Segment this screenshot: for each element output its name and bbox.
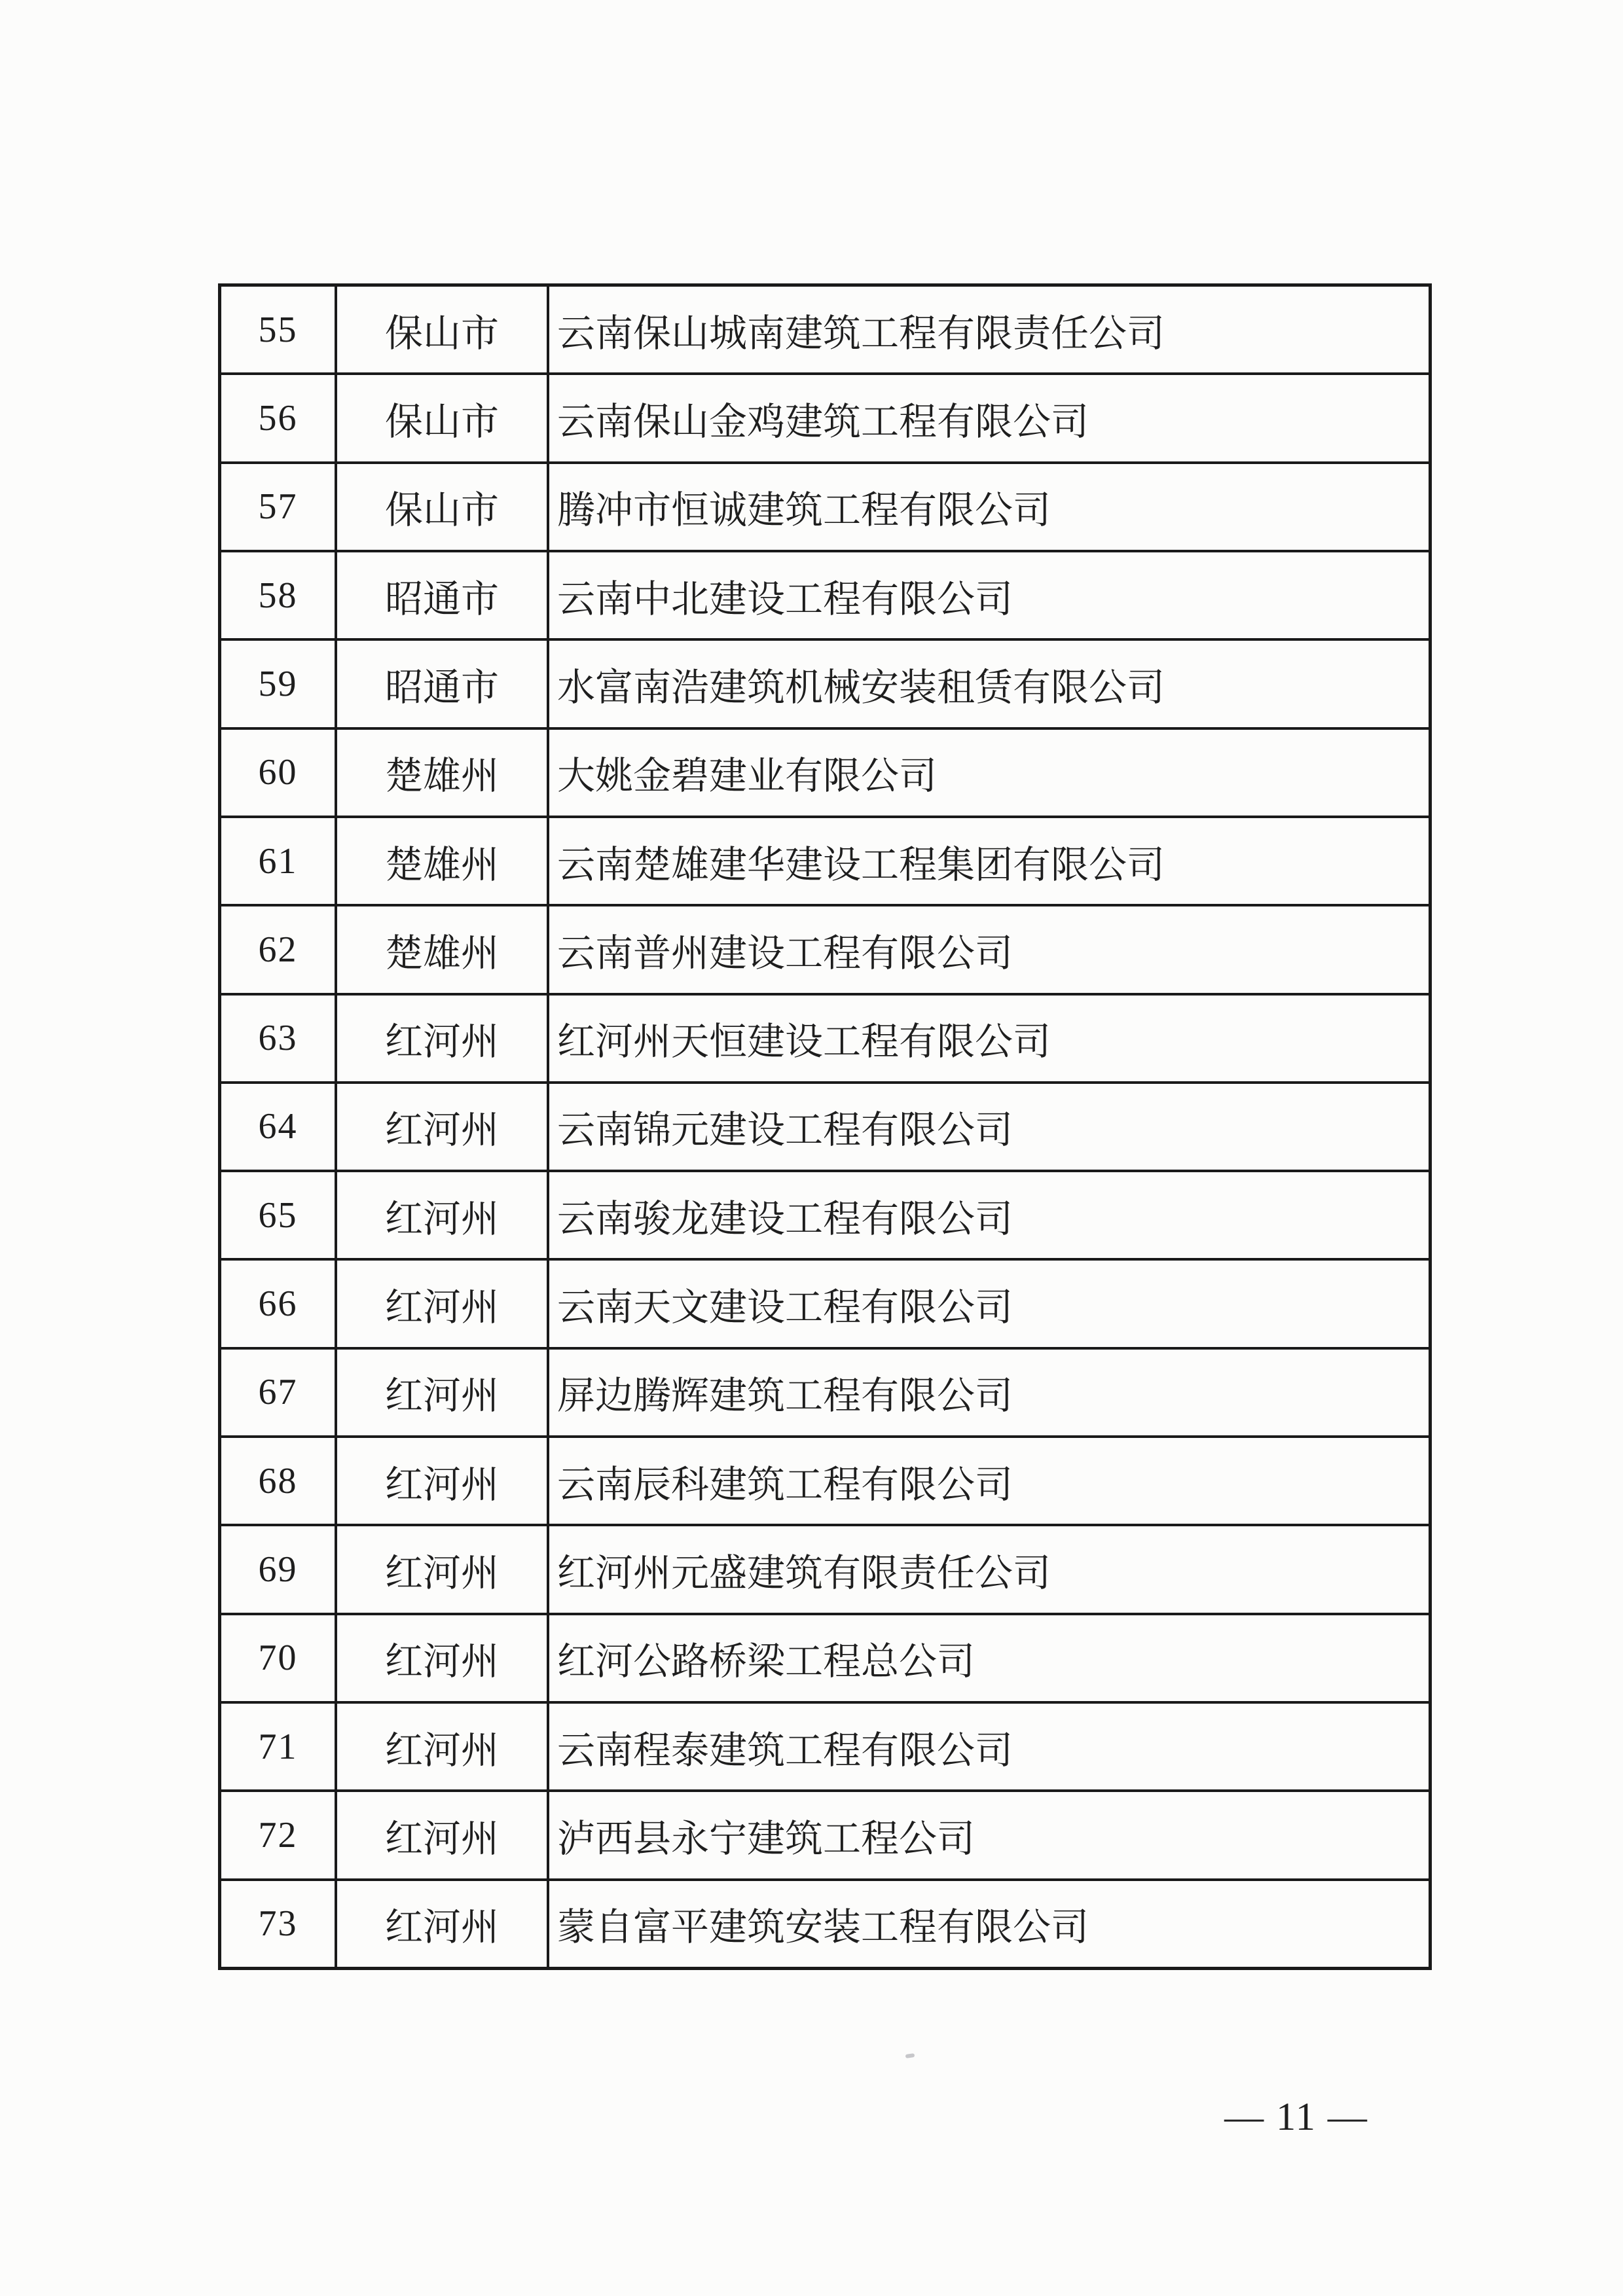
row-number-cell: 68 — [221, 1438, 337, 1524]
region-cell: 红河州 — [337, 1350, 549, 1435]
region-cell: 保山市 — [337, 375, 549, 461]
company-name-cell: 云南中北建设工程有限公司 — [557, 577, 1013, 620]
row-number-cell: 73 — [221, 1881, 337, 1967]
row-number-cell: 71 — [221, 1704, 337, 1789]
region-cell: 红河州 — [337, 1704, 549, 1789]
region-cell: 红河州 — [337, 996, 549, 1081]
company-name-cell: 水富南浩建筑机械安装租赁有限公司 — [557, 666, 1165, 709]
region-cell: 楚雄州 — [337, 730, 549, 816]
table-row — [221, 464, 1429, 552]
region-cell: 楚雄州 — [337, 906, 549, 992]
table-row — [221, 730, 1429, 818]
region-cell: 昭通市 — [337, 552, 549, 638]
company-name-cell: 腾冲市恒诚建筑工程有限公司 — [557, 489, 1051, 532]
row-number-cell: 72 — [221, 1792, 337, 1878]
table-row — [221, 996, 1429, 1084]
table-row — [221, 1084, 1429, 1172]
company-name-cell: 红河州元盛建筑有限责任公司 — [557, 1552, 1051, 1595]
row-number-cell: 70 — [221, 1615, 337, 1701]
region-cell: 红河州 — [337, 1438, 549, 1524]
company-table — [218, 283, 1432, 1970]
table-row — [221, 1881, 1429, 1967]
table-row — [221, 641, 1429, 729]
row-number-cell: 66 — [221, 1261, 337, 1346]
row-number-cell: 55 — [221, 287, 337, 372]
table-row — [221, 552, 1429, 641]
scan-speck — [905, 2053, 915, 2058]
region-cell: 红河州 — [337, 1881, 549, 1967]
table-row — [221, 1526, 1429, 1615]
table-row — [221, 1615, 1429, 1704]
table-row — [221, 1704, 1429, 1792]
table-row — [221, 1438, 1429, 1526]
row-number-cell: 69 — [221, 1526, 337, 1612]
company-name-cell: 云南普州建设工程有限公司 — [557, 931, 1013, 975]
table-row — [221, 1261, 1429, 1349]
row-number-cell: 61 — [221, 818, 337, 904]
table-row — [221, 818, 1429, 906]
company-name-cell: 大姚金碧建业有限公司 — [557, 755, 938, 798]
company-name-cell: 红河州天恒建设工程有限公司 — [557, 1020, 1051, 1064]
company-name-cell: 云南楚雄建华建设工程集团有限公司 — [557, 843, 1165, 886]
row-number-cell: 57 — [221, 464, 337, 550]
region-cell: 红河州 — [337, 1615, 549, 1701]
row-number-cell: 59 — [221, 641, 337, 726]
row-number-cell: 62 — [221, 906, 337, 992]
company-name-cell: 泸西县永宁建筑工程公司 — [557, 1817, 976, 1860]
company-name-cell: 云南骏龙建设工程有限公司 — [557, 1197, 1013, 1240]
region-cell: 保山市 — [337, 287, 549, 372]
table-row — [221, 1350, 1429, 1438]
table-row — [221, 287, 1429, 375]
region-cell: 昭通市 — [337, 641, 549, 726]
page-number: — 11 — — [1224, 2095, 1368, 2138]
row-number-cell: 56 — [221, 375, 337, 461]
table-row — [221, 906, 1429, 995]
region-cell: 红河州 — [337, 1526, 549, 1612]
region-cell: 红河州 — [337, 1792, 549, 1878]
region-cell: 保山市 — [337, 464, 549, 550]
region-cell: 红河州 — [337, 1084, 549, 1170]
row-number-cell: 65 — [221, 1172, 337, 1258]
company-name-cell: 云南保山城南建筑工程有限责任公司 — [557, 312, 1165, 355]
row-number-cell: 58 — [221, 552, 337, 638]
company-name-cell: 红河公路桥梁工程总公司 — [557, 1640, 976, 1683]
table-row — [221, 375, 1429, 463]
company-name-cell: 云南锦元建设工程有限公司 — [557, 1109, 1013, 1152]
company-name-cell: 屏边腾辉建筑工程有限公司 — [557, 1374, 1013, 1418]
company-name-cell: 蒙自富平建筑安装工程有限公司 — [557, 1906, 1089, 1949]
region-cell: 红河州 — [337, 1172, 549, 1258]
company-name-cell: 云南保山金鸡建筑工程有限公司 — [557, 400, 1089, 443]
company-name-cell: 云南辰科建筑工程有限公司 — [557, 1463, 1013, 1506]
table-row — [221, 1172, 1429, 1261]
row-number-cell: 60 — [221, 730, 337, 816]
company-name-cell: 云南程泰建筑工程有限公司 — [557, 1729, 1013, 1772]
region-cell: 红河州 — [337, 1261, 549, 1346]
company-name-cell: 云南天文建设工程有限公司 — [557, 1286, 1013, 1329]
row-number-cell: 67 — [221, 1350, 337, 1435]
row-number-cell: 64 — [221, 1084, 337, 1170]
row-number-cell: 63 — [221, 996, 337, 1081]
table-row — [221, 1792, 1429, 1880]
region-cell: 楚雄州 — [337, 818, 549, 904]
